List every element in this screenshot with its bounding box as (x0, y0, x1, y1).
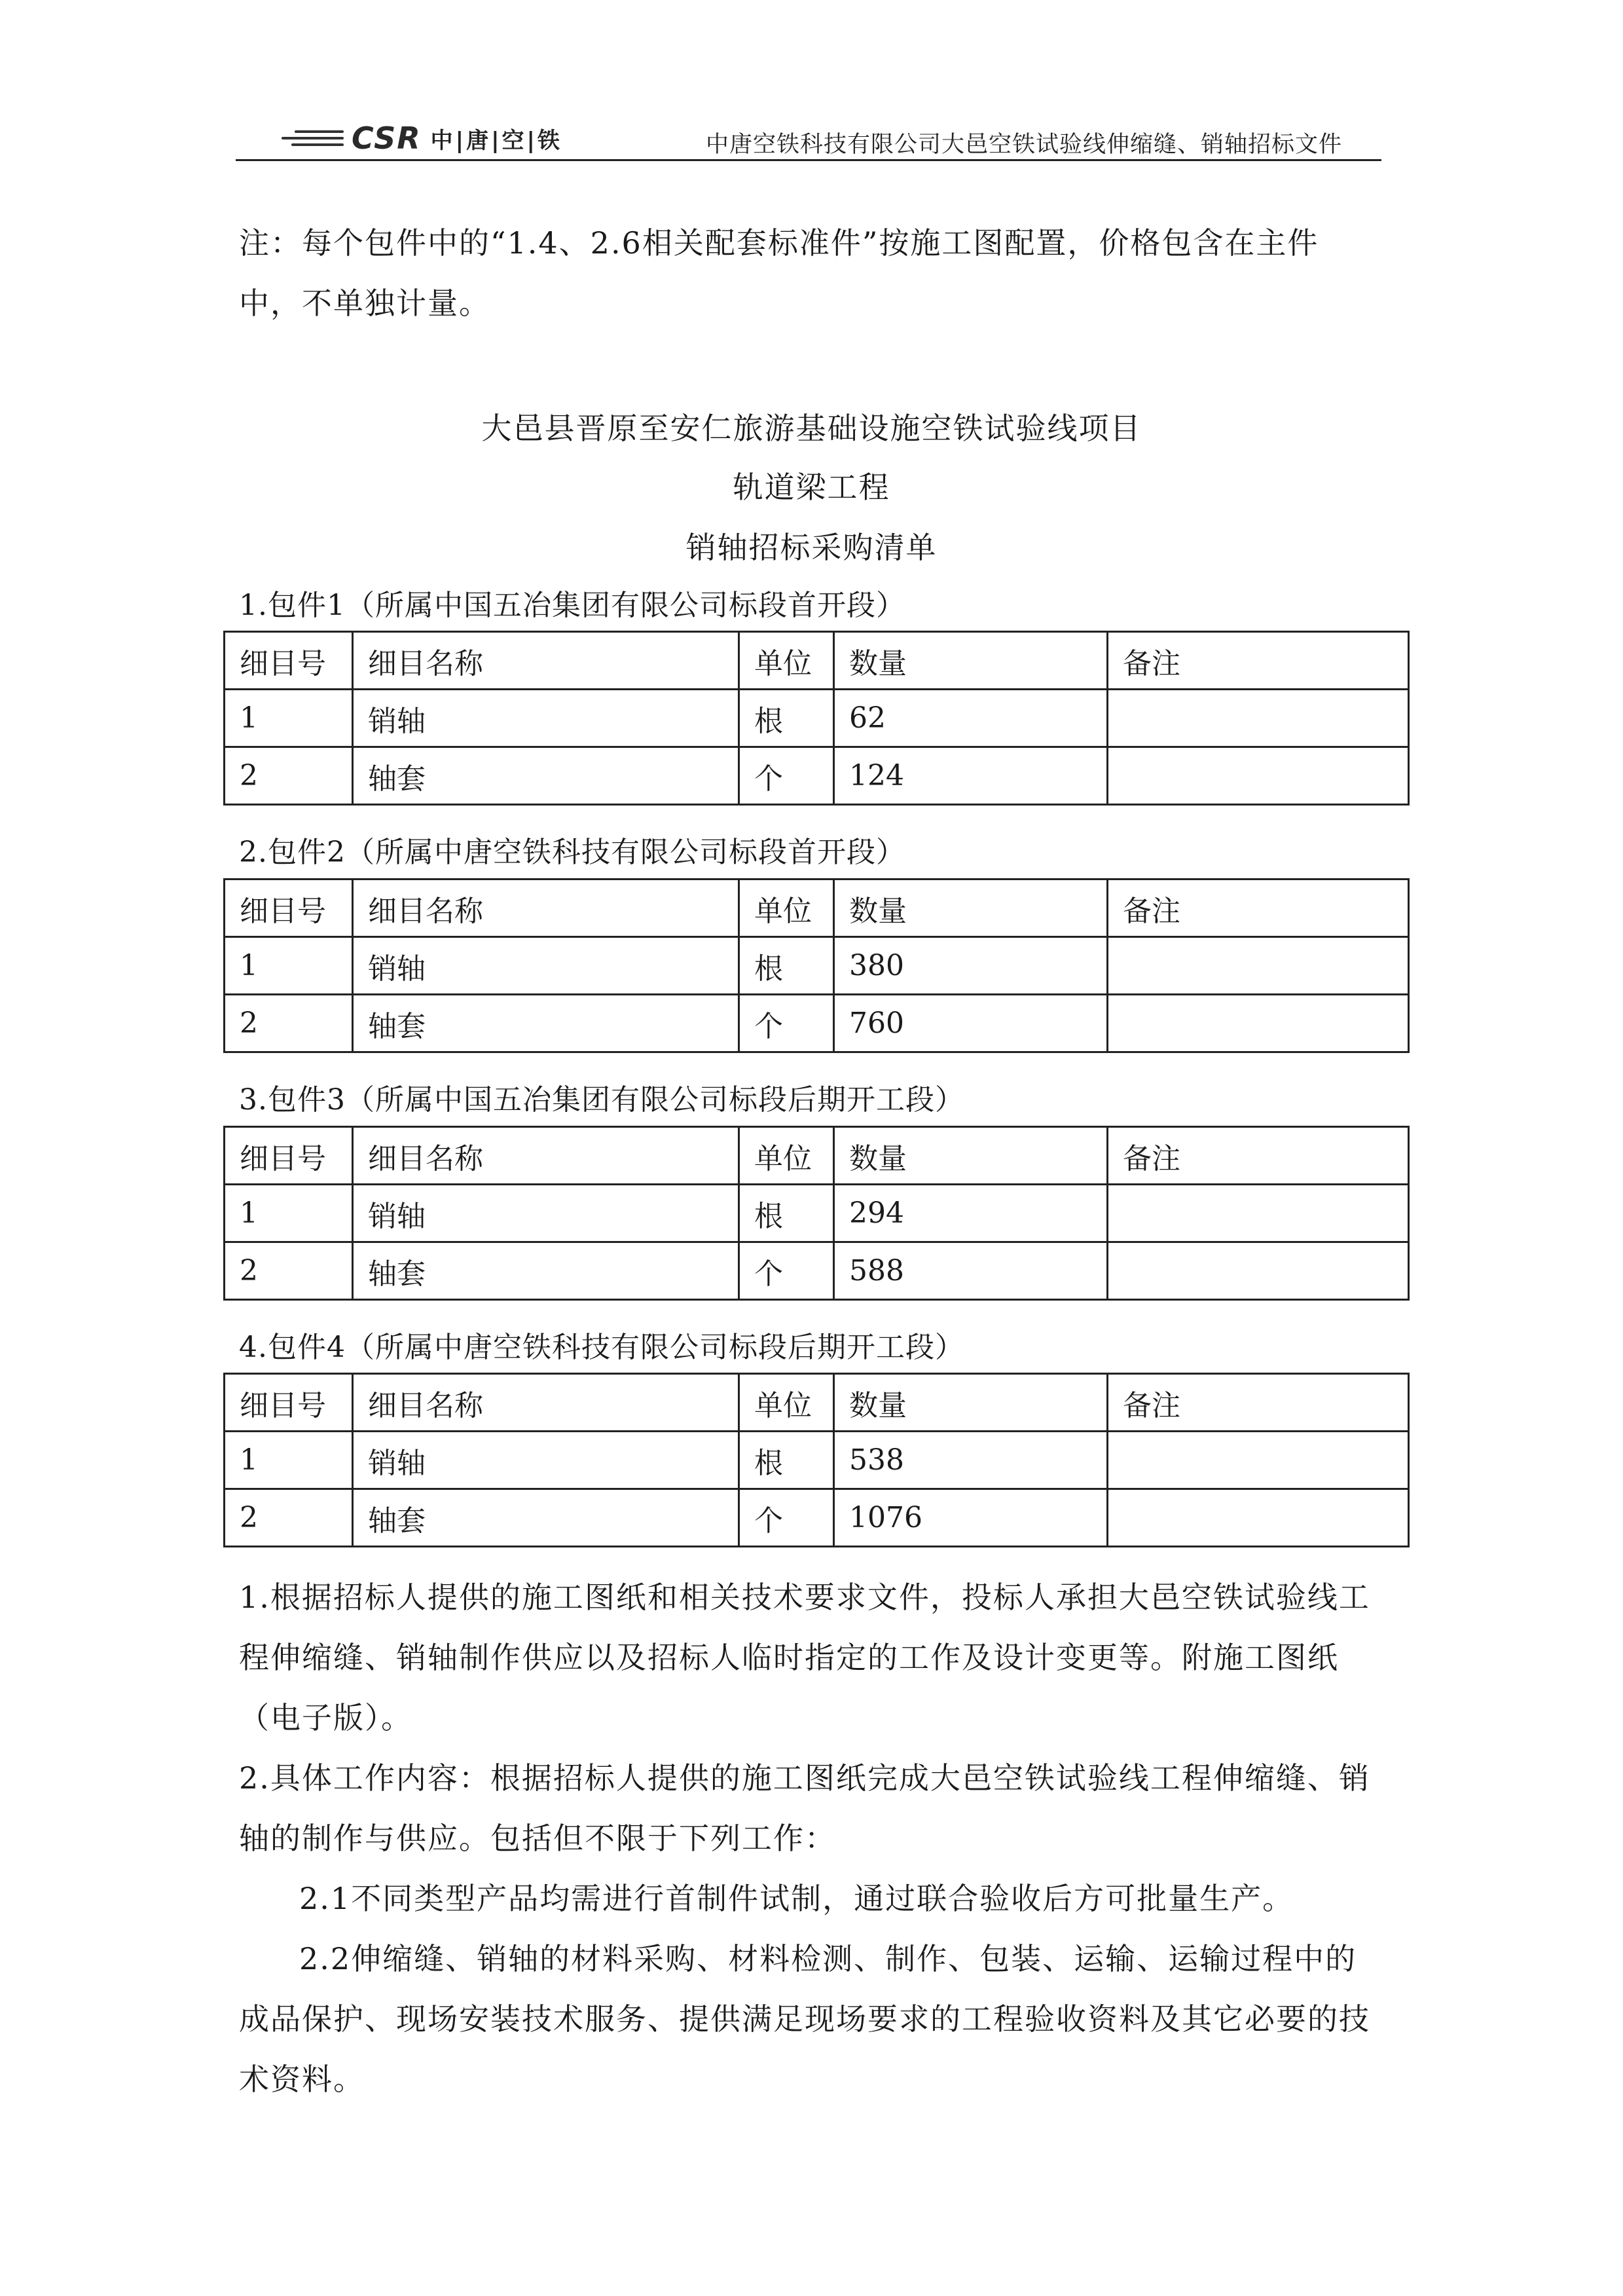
cell-remarks (1108, 1185, 1409, 1242)
col-header-item-no: 细目号 (225, 632, 353, 690)
logo-csr-text: CSR (352, 120, 422, 156)
cell-quantity: 588 (834, 1242, 1108, 1300)
col-header-remarks: 备注 (1108, 1127, 1409, 1185)
table-header-row (225, 1374, 1409, 1432)
col-header-remarks: 备注 (1108, 880, 1409, 937)
document-title-list: 销轴招标采购清单 (685, 530, 938, 565)
col-header-remarks: 备注 (1108, 1374, 1409, 1432)
table-row (225, 1432, 1409, 1489)
cell-item-no: 2 (225, 1489, 353, 1547)
package-table (223, 878, 1410, 1053)
package-label: 1.包件1（所属中国五冶集团有限公司标段首开段） (239, 589, 905, 622)
table-row (225, 690, 1409, 747)
col-header-unit: 单位 (739, 1127, 834, 1185)
col-header-item-name: 细目名称 (353, 1127, 739, 1185)
col-header-item-name: 细目名称 (353, 1374, 739, 1432)
col-header-item-name: 细目名称 (353, 880, 739, 937)
package-table (223, 1126, 1410, 1301)
package-label: 2.包件2（所属中唐空铁科技有限公司标段首开段） (239, 836, 905, 869)
cell-remarks (1108, 937, 1409, 995)
col-header-unit: 单位 (739, 1374, 834, 1432)
col-header-remarks: 备注 (1108, 632, 1409, 690)
col-header-quantity: 数量 (834, 1374, 1108, 1432)
cell-item-no: 2 (225, 1242, 353, 1300)
cell-remarks (1108, 1432, 1409, 1489)
package-table (223, 631, 1410, 805)
col-header-quantity: 数量 (834, 880, 1108, 937)
cell-unit: 个 (739, 995, 834, 1052)
cell-remarks (1108, 747, 1409, 805)
package-label: 4.包件4（所属中唐空铁科技有限公司标段后期开工段） (239, 1331, 964, 1364)
col-header-unit: 单位 (739, 632, 834, 690)
body-paragraph-1: 1.根据招标人提供的施工图纸和相关技术要求文件，投标人承担大邑空铁试验线工程伸缩缝、销轴制作供应以及招标人临时指定的工作及设计变更等。附施工图纸（电子版）。 (239, 1580, 1370, 1735)
table-header-row (225, 880, 1409, 937)
col-header-item-name: 细目名称 (353, 632, 739, 690)
cell-quantity: 1076 (834, 1489, 1108, 1547)
logo-chinese-text: 中|唐|空|铁 (430, 127, 562, 154)
col-header-item-no: 细目号 (225, 880, 353, 937)
cell-unit: 根 (739, 690, 834, 747)
cell-unit: 个 (739, 1242, 834, 1300)
cell-item-no: 1 (225, 690, 353, 747)
cell-unit: 个 (739, 1489, 834, 1547)
table-header-row (225, 632, 1409, 690)
package-table (223, 1373, 1410, 1547)
cell-item-no: 1 (225, 1185, 353, 1242)
document-title-project: 大邑县晋原至安仁旅游基础设施空铁试验线项目 (481, 411, 1142, 446)
cell-remarks (1108, 995, 1409, 1052)
table-row (225, 995, 1409, 1052)
body-paragraph-2-2: 2.2伸缩缝、销轴的材料采购、材料检测、制作、包装、运输、运输过程中的成品保护、现场安装技术服务、提供满足现场要求的工程验收资料及其它必要的技术资料。 (239, 1941, 1370, 2097)
cell-quantity: 760 (834, 995, 1108, 1052)
cell-item-name: 轴套 (353, 995, 739, 1052)
cell-unit: 个 (739, 747, 834, 805)
body-paragraph-2-1: 2.1不同类型产品均需进行首制件试制，通过联合验收后方可批量生产。 (299, 1881, 1294, 1916)
header-divider (236, 159, 1381, 161)
cell-item-no: 2 (225, 747, 353, 805)
cell-item-name: 销轴 (353, 1432, 739, 1489)
package-label: 3.包件3（所属中国五冶集团有限公司标段后期开工段） (239, 1083, 964, 1117)
page-header (236, 115, 1381, 162)
document-title-section: 轨道梁工程 (733, 470, 890, 505)
col-header-quantity: 数量 (834, 632, 1108, 690)
cell-remarks (1108, 1489, 1409, 1547)
cell-remarks (1108, 690, 1409, 747)
cell-unit: 根 (739, 1185, 834, 1242)
cell-item-name: 销轴 (353, 690, 739, 747)
cell-quantity: 294 (834, 1185, 1108, 1242)
company-logo (275, 120, 562, 157)
cell-quantity: 62 (834, 690, 1108, 747)
cell-remarks (1108, 1242, 1409, 1300)
cell-item-name: 轴套 (353, 747, 739, 805)
col-header-unit: 单位 (739, 880, 834, 937)
cell-item-name: 轴套 (353, 1489, 739, 1547)
cell-quantity: 538 (834, 1432, 1108, 1489)
table-row (225, 937, 1409, 995)
col-header-item-no: 细目号 (225, 1374, 353, 1432)
cell-unit: 根 (739, 937, 834, 995)
cell-quantity: 380 (834, 937, 1108, 995)
cell-item-no: 1 (225, 937, 353, 995)
col-header-item-no: 细目号 (225, 1127, 353, 1185)
cell-item-name: 销轴 (353, 937, 739, 995)
table-row (225, 747, 1409, 805)
cell-item-no: 1 (225, 1432, 353, 1489)
cell-item-name: 销轴 (353, 1185, 739, 1242)
table-row (225, 1185, 1409, 1242)
logo-speed-lines-icon (275, 125, 344, 151)
cell-quantity: 124 (834, 747, 1108, 805)
col-header-quantity: 数量 (834, 1127, 1108, 1185)
header-title: 中唐空铁科技有限公司大邑空铁试验线伸缩缝、销轴招标文件 (705, 132, 1342, 158)
table-row (225, 1489, 1409, 1547)
body-paragraph-2: 2.具体工作内容：根据招标人提供的施工图纸完成大邑空铁试验线工程伸缩缝、销轴的制作与供应。包括但不限于下列工作： (239, 1760, 1370, 1856)
cell-unit: 根 (739, 1432, 834, 1489)
table-row (225, 1242, 1409, 1300)
note-paragraph: 注：每个包件中的“1.4、2.6相关配套标准件”按施工图配置，价格包含在主件中，不单独计量。 (239, 225, 1319, 321)
cell-item-name: 轴套 (353, 1242, 739, 1300)
table-header-row (225, 1127, 1409, 1185)
cell-item-no: 2 (225, 995, 353, 1052)
